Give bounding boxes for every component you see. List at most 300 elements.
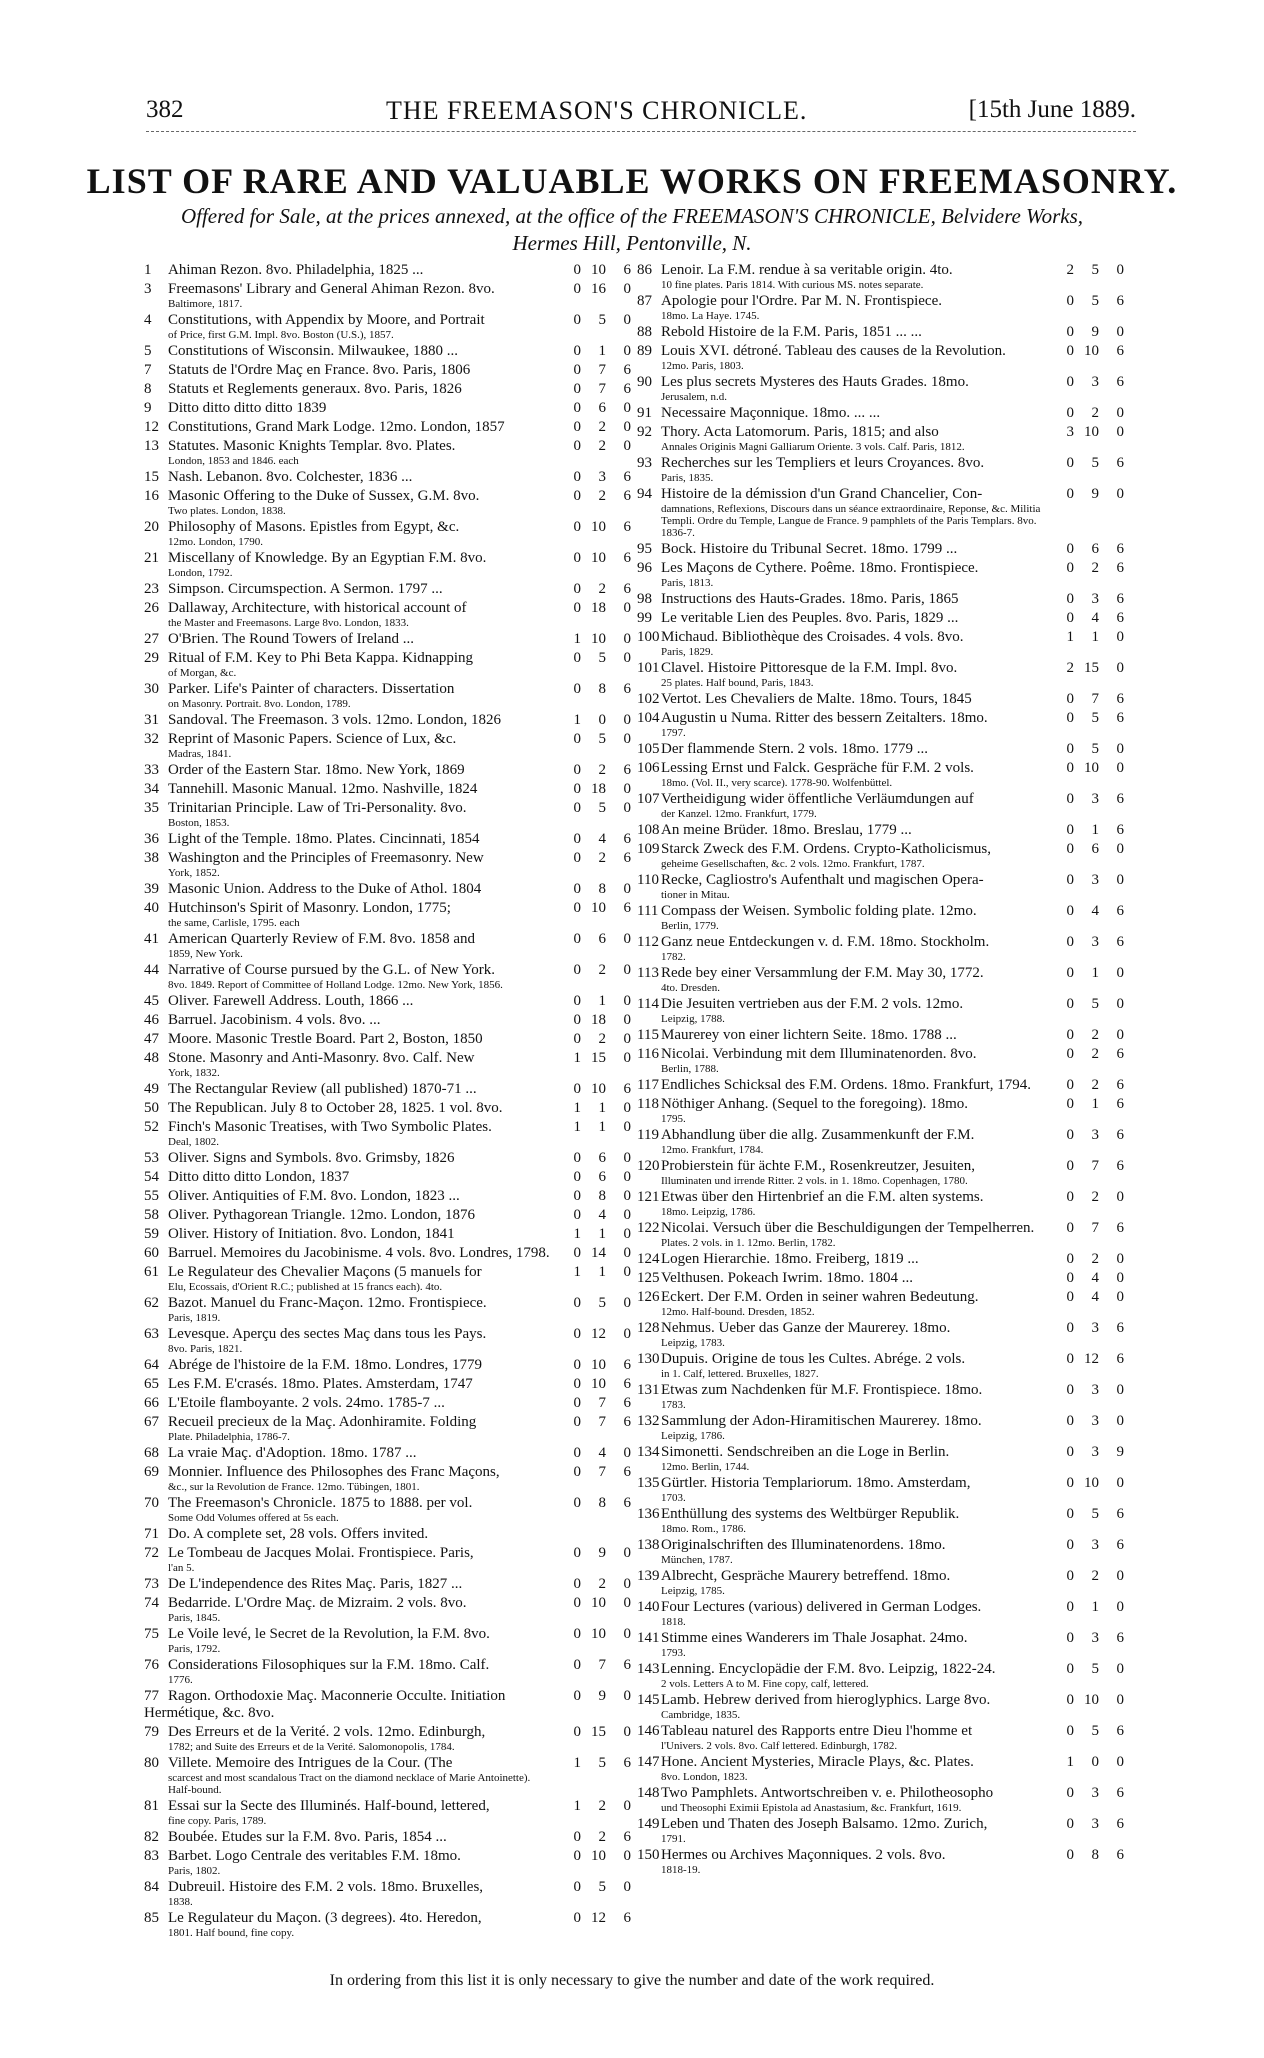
catalogue-entry (144, 631, 631, 648)
price-shillings: 7 (1091, 1158, 1099, 1174)
entry-number: 148 (637, 1785, 660, 1801)
entry-note: fine copy. Paris, 1789. (168, 1815, 267, 1827)
entry-number: 99 (637, 610, 652, 626)
price-pence: 6 (1116, 1077, 1124, 1093)
entry-price (561, 1545, 631, 1562)
entry-title: Des Erreurs et de la Verité. 2 vols. 12mo. Edinburgh, (168, 1724, 486, 1740)
catalogue-entry (144, 1688, 631, 1722)
entry-number: 77 (144, 1688, 159, 1704)
entry-price (561, 1688, 631, 1705)
catalogue-entry (144, 800, 631, 829)
entry-title: Ditto ditto ditto London, 1837 (168, 1169, 350, 1185)
price-shillings: 8 (598, 881, 606, 897)
entry-price (561, 1169, 631, 1186)
catalogue-entry (637, 872, 1124, 901)
entry-note: 1795. (661, 1113, 686, 1125)
catalogue-entry (144, 381, 631, 398)
price-pence: 6 (1116, 1537, 1124, 1553)
price-pounds: 0 (1066, 1320, 1074, 1336)
price-shillings: 3 (1091, 1537, 1099, 1553)
entry-number: 135 (637, 1475, 660, 1491)
entry-number: 58 (144, 1207, 159, 1223)
entry-title: De L'independence des Rites Maç. Paris, 1827 ... (168, 1576, 463, 1592)
entry-note: 1776. (168, 1674, 193, 1686)
price-pounds: 0 (573, 931, 581, 947)
entry-title: American Quarterly Review of F.M. 8vo. 1858 and (168, 931, 476, 947)
entry-number: 73 (144, 1576, 159, 1592)
entry-title: Ahiman Rezon. 8vo. Philadelphia, 1825 ... (168, 262, 424, 278)
entry-number: 39 (144, 881, 159, 897)
entry-price (561, 1245, 631, 1262)
catalogue-entry (637, 760, 1124, 789)
price-shillings: 5 (598, 650, 606, 666)
catalogue-entry (637, 660, 1124, 689)
entry-title: Eckert. Der F.M. Orden in seiner wahren Bedeutung. (661, 1289, 979, 1305)
entry-number: 47 (144, 1031, 159, 1047)
catalogue-entry (144, 1119, 631, 1148)
catalogue-entry (637, 591, 1124, 608)
entry-price (1054, 1413, 1124, 1430)
price-pence: 0 (623, 1295, 631, 1311)
entry-number: 85 (144, 1910, 159, 1926)
price-shillings: 2 (1091, 1568, 1099, 1584)
entry-number: 143 (637, 1661, 660, 1677)
entry-title: Logen Hierarchie. 18mo. Freiberg, 1819 ... (661, 1251, 919, 1267)
price-pounds: 0 (1066, 903, 1074, 919)
entry-title: Thory. Acta Latomorum. Paris, 1815; and also (661, 424, 939, 440)
entry-number: 141 (637, 1630, 660, 1646)
entry-number: 106 (637, 760, 660, 776)
entry-number: 116 (637, 1046, 659, 1062)
entry-number: 38 (144, 850, 159, 866)
price-pounds: 2 (1066, 262, 1074, 278)
catalogue-entry (144, 681, 631, 710)
catalogue-entry (637, 1413, 1124, 1442)
catalogue-entry (144, 1545, 631, 1574)
entry-title: Recherches sur les Templiers et leurs Croyances. 8vo. (661, 455, 985, 471)
entry-note: Illuminaten und irrende Ritter. 2 vols. in 1. 18mo. Copenhagen, 1780. (661, 1175, 968, 1187)
price-shillings: 1 (598, 1100, 606, 1116)
price-pence: 0 (623, 1031, 631, 1047)
entry-number: 108 (637, 822, 660, 838)
price-pounds: 0 (573, 1188, 581, 1204)
catalogue-entry (637, 1630, 1124, 1659)
price-pounds: 0 (1066, 1599, 1074, 1615)
price-shillings: 5 (1091, 293, 1099, 309)
entry-note: Leipzig, 1788. (661, 1013, 725, 1025)
entry-note: Leipzig, 1783. (661, 1337, 725, 1349)
catalogue-entry (144, 900, 631, 929)
entry-note: London, 1853 and 1846. each (168, 455, 299, 467)
price-pence: 6 (623, 850, 631, 866)
catalogue-entry (637, 1723, 1124, 1752)
entry-title: Les Maçons de Cythere. Poême. 18mo. Frontispiece. (661, 560, 979, 576)
catalogue-entry (144, 1264, 631, 1293)
entry-title: Clavel. Histoire Pittoresque de la F.M. Impl. 8vo. (661, 660, 958, 676)
entry-title: An meine Brüder. 18mo. Breslau, 1779 ... (661, 822, 912, 838)
entry-title: Nicolai. Verbindung mit dem Illuminatenorden. 8vo. (661, 1046, 977, 1062)
price-shillings: 3 (1091, 591, 1099, 607)
price-pounds: 0 (1066, 1413, 1074, 1429)
entry-note: Leipzig, 1786. (661, 1430, 725, 1442)
catalogue-entry (144, 731, 631, 760)
catalogue-entry (637, 1816, 1124, 1845)
catalogue-entry (144, 1724, 631, 1753)
entry-number: 131 (637, 1382, 660, 1398)
price-shillings: 2 (598, 762, 606, 778)
price-pence: 6 (1116, 1046, 1124, 1062)
catalogue-entry (637, 405, 1124, 422)
price-pence: 6 (1116, 1320, 1124, 1336)
price-pounds: 0 (1066, 1270, 1074, 1286)
entry-number: 81 (144, 1798, 159, 1814)
price-pounds: 0 (573, 438, 581, 454)
price-shillings: 1 (598, 1119, 606, 1135)
entry-price (561, 631, 631, 648)
entry-note: tioner in Mitau. (661, 889, 730, 901)
price-shillings: 7 (598, 381, 606, 397)
entry-number: 114 (637, 996, 659, 1012)
entry-price (1054, 1320, 1124, 1337)
entry-title: Le Tombeau de Jacques Molai. Frontispiece. Paris, (168, 1545, 474, 1561)
entry-title: Etwas zum Nachdenken für M.F. Frontispiece. 18mo. (661, 1382, 983, 1398)
entry-number: 8 (144, 381, 152, 397)
price-pence: 6 (623, 1357, 631, 1373)
entry-title: Two Pamphlets. Antwortschreiben v. e. Philotheosopho (661, 1785, 994, 1801)
price-pounds: 0 (1066, 1158, 1074, 1174)
entry-title: Nehmus. Ueber das Ganze der Maurerey. 18mo. (661, 1320, 951, 1336)
entry-title: Bock. Histoire du Tribunal Secret. 18mo. 1799 ... (661, 541, 958, 557)
price-pounds: 0 (1066, 343, 1074, 359)
entry-number: 16 (144, 488, 159, 504)
entry-price (561, 1445, 631, 1462)
price-pence: 0 (623, 1445, 631, 1461)
entry-number: 30 (144, 681, 159, 697)
price-pence: 0 (1116, 1027, 1124, 1043)
price-shillings: 3 (1091, 1785, 1099, 1801)
price-pounds: 0 (1066, 1723, 1074, 1739)
entry-price (561, 1414, 631, 1431)
entry-title: Le Voile levé, le Secret de la Revolution, la F.M. 8vo. (168, 1626, 490, 1642)
entry-price (1054, 343, 1124, 360)
price-pence: 6 (1116, 903, 1124, 919)
price-pounds: 0 (573, 1295, 581, 1311)
price-pence: 0 (623, 1264, 631, 1280)
entry-price (561, 550, 631, 567)
entry-title: Ragon. Orthodoxie Maç. Maconnerie Occulte. Initiation Hermétique, &c. 8vo. (144, 1688, 506, 1721)
price-shillings: 2 (598, 962, 606, 978)
price-pence: 6 (1116, 1723, 1124, 1739)
price-pence: 6 (1116, 1816, 1124, 1832)
price-pence: 0 (1116, 405, 1124, 421)
entry-price (561, 1295, 631, 1312)
entry-price (561, 1081, 631, 1098)
entry-note: 1793. (661, 1647, 686, 1659)
entry-price (561, 1910, 631, 1927)
entry-number: 53 (144, 1150, 159, 1166)
price-pounds: 0 (1066, 1189, 1074, 1205)
entry-number: 32 (144, 731, 159, 747)
price-shillings: 10 (1084, 1692, 1099, 1708)
entry-title: Abhandlung über die allg. Zusammenkunft der F.M. (661, 1127, 975, 1143)
catalogue-entry (637, 1692, 1124, 1721)
entry-title: Order of the Eastern Star. 18mo. New York, 1869 (168, 762, 465, 778)
price-shillings: 1 (598, 993, 606, 1009)
entry-title: Michaud. Bibliothèque des Croisades. 4 vols. 8vo. (661, 629, 964, 645)
entry-title: Tableau naturel des Rapports entre Dieu l'homme et (661, 1723, 973, 1739)
entry-note: 12mo. Berlin, 1744. (661, 1461, 750, 1473)
price-pounds: 0 (1066, 1382, 1074, 1398)
catalogue-entry (144, 1050, 631, 1079)
entry-price (561, 731, 631, 748)
catalogue-entry (144, 881, 631, 898)
entry-note: und Theosophi Eximii Epistola ad Anastasium, &c. Frankfurt, 1619. (661, 1802, 962, 1814)
entry-number: 70 (144, 1495, 159, 1511)
price-pence: 0 (623, 1626, 631, 1642)
entry-price (1054, 1444, 1124, 1461)
entry-title: Ditto ditto ditto ditto 1839 (168, 400, 327, 416)
entry-number: 9 (144, 400, 152, 416)
price-shillings: 3 (598, 469, 606, 485)
price-pounds: 0 (573, 1031, 581, 1047)
price-shillings: 10 (1084, 343, 1099, 359)
entry-number: 82 (144, 1829, 159, 1845)
catalogue-entry (144, 1169, 631, 1186)
price-pounds: 0 (573, 1724, 581, 1740)
price-shillings: 14 (591, 1245, 606, 1261)
entry-title: Oliver. History of Initiation. 8vo. London, 1841 (168, 1226, 455, 1242)
price-pence: 0 (623, 1207, 631, 1223)
price-pence: 0 (1116, 1568, 1124, 1584)
price-pence: 6 (1116, 610, 1124, 626)
price-pounds: 0 (1066, 760, 1074, 776)
price-shillings: 12 (591, 1910, 606, 1926)
entry-note: 12mo. Paris, 1803. (661, 360, 744, 372)
catalogue-entry (637, 343, 1124, 372)
entry-note: Boston, 1853. (168, 817, 230, 829)
catalogue-entry (144, 1207, 631, 1224)
price-pence: 0 (1116, 1251, 1124, 1267)
price-pence: 0 (1116, 1692, 1124, 1708)
price-pounds: 0 (1066, 841, 1074, 857)
price-shillings: 2 (598, 581, 606, 597)
catalogue-entry (637, 374, 1124, 403)
entry-price (561, 1050, 631, 1067)
price-pounds: 0 (1066, 791, 1074, 807)
catalogue-entry (637, 629, 1124, 658)
entry-title: Der flammende Stern. 2 vols. 18mo. 1779 ... (661, 741, 929, 757)
entry-title: Simpson. Circumspection. A Sermon. 1797 ... (168, 581, 443, 597)
entry-note: Leipzig, 1785. (661, 1585, 725, 1597)
price-pence: 6 (623, 362, 631, 378)
price-pence: 6 (1116, 822, 1124, 838)
price-shillings: 2 (1091, 560, 1099, 576)
entry-note: 1859, New York. (168, 948, 243, 960)
price-shillings: 4 (1091, 903, 1099, 919)
entry-number: 117 (637, 1077, 659, 1093)
price-pounds: 0 (573, 1357, 581, 1373)
entry-note: 2 vols. Letters A to M. Fine copy, calf, lettered. (661, 1678, 869, 1690)
entry-title: Dallaway, Architecture, with historical account of (168, 600, 467, 616)
price-shillings: 0 (598, 712, 606, 728)
entry-title: Philosophy of Masons. Epistles from Egypt, &c. (168, 519, 460, 535)
catalogue-entry (144, 962, 631, 991)
entry-price (1054, 1816, 1124, 1833)
price-shillings: 7 (1091, 691, 1099, 707)
price-shillings: 2 (598, 1829, 606, 1845)
price-pence: 0 (623, 1595, 631, 1611)
entry-note: Berlin, 1779. (661, 920, 719, 932)
entry-title: Nash. Lebanon. 8vo. Colchester, 1836 ... (168, 469, 413, 485)
price-shillings: 4 (1091, 1289, 1099, 1305)
entry-note: Berlin, 1788. (661, 1063, 719, 1075)
left-column (144, 262, 631, 1941)
price-pence: 0 (1116, 1289, 1124, 1305)
entry-note: Paris, 1819. (168, 1312, 221, 1324)
price-pounds: 0 (573, 419, 581, 435)
catalogue-entry (637, 1270, 1124, 1287)
entry-number: 145 (637, 1692, 660, 1708)
entry-note: Some Odd Volumes offered at 5s each. (168, 1512, 339, 1524)
price-pence: 0 (623, 1879, 631, 1895)
price-pence: 0 (1116, 629, 1124, 645)
entry-note: Baltimore, 1817. (168, 298, 243, 310)
entry-note: 18mo. Rom., 1786. (661, 1523, 746, 1535)
entry-note: Jerusalem, n.d. (661, 391, 727, 403)
entry-price (1054, 424, 1124, 441)
entry-title: Maurerey von einer lichtern Seite. 18mo. 1788 ... (661, 1027, 957, 1043)
price-shillings: 10 (1084, 1475, 1099, 1491)
catalogue-entry (144, 519, 631, 548)
price-pounds: 0 (573, 469, 581, 485)
price-pence: 6 (623, 581, 631, 597)
entry-price (1054, 1785, 1124, 1802)
entry-title: Vertot. Les Chevaliers de Malte. 18mo. Tours, 1845 (661, 691, 972, 707)
catalogue-entry (144, 1245, 631, 1262)
entry-price (561, 993, 631, 1010)
entry-number: 12 (144, 419, 159, 435)
entry-note: Plate. Philadelphia, 1786-7. (168, 1431, 290, 1443)
price-pence: 6 (623, 550, 631, 566)
price-shillings: 2 (598, 850, 606, 866)
entry-price (1054, 324, 1124, 341)
price-pence: 0 (623, 800, 631, 816)
entry-number: 35 (144, 800, 159, 816)
entry-number: 55 (144, 1188, 159, 1204)
entry-price (561, 1100, 631, 1117)
entry-note: 1838. (168, 1896, 193, 1908)
entry-number: 130 (637, 1351, 660, 1367)
catalogue-entry (144, 1031, 631, 1048)
entry-title: Necessaire Maçonnique. 18mo. ... ... (661, 405, 881, 421)
catalogue-entry (144, 762, 631, 779)
entry-note: 12mo. Half-bound. Dresden, 1852. (661, 1306, 815, 1318)
price-pounds: 0 (1066, 293, 1074, 309)
entry-price (1054, 1723, 1124, 1740)
entry-title: Velthusen. Pokeach Iwrim. 18mo. 1804 ... (661, 1270, 914, 1286)
price-pence: 0 (1116, 1754, 1124, 1770)
entry-number: 44 (144, 962, 159, 978)
price-pence: 6 (1116, 541, 1124, 557)
price-pounds: 0 (573, 1595, 581, 1611)
price-shillings: 6 (598, 400, 606, 416)
catalogue-entry (637, 1382, 1124, 1411)
price-pounds: 0 (1066, 455, 1074, 471)
price-pounds: 0 (1066, 1027, 1074, 1043)
entry-price (561, 1119, 631, 1136)
price-shillings: 4 (598, 831, 606, 847)
catalogue-entry (144, 712, 631, 729)
entry-number: 63 (144, 1326, 159, 1342)
entry-title: Trinitarian Principle. Law of Tri-Personality. 8vo. (168, 800, 467, 816)
entry-title: The Freemason's Chronicle. 1875 to 1888. per vol. (168, 1495, 473, 1511)
price-pounds: 0 (1066, 1506, 1074, 1522)
price-shillings: 10 (591, 1626, 606, 1642)
entry-note: 8vo. 1849. Report of Committee of Holland Lodge. 12mo. New York, 1856. (168, 979, 503, 991)
entry-number: 149 (637, 1816, 660, 1832)
price-pence: 0 (1116, 1382, 1124, 1398)
entry-title: Sammlung der Adon-Hiramitischen Maurerey. 18mo. (661, 1413, 982, 1429)
price-pounds: 1 (573, 1226, 581, 1242)
entry-price (1054, 822, 1124, 839)
catalogue-entry (144, 1910, 631, 1939)
entry-number: 125 (637, 1270, 660, 1286)
price-pence: 6 (623, 1081, 631, 1097)
entry-note: Madras, 1841. (168, 748, 232, 760)
entry-title: Lamb. Hebrew derived from hieroglyphics. Large 8vo. (661, 1692, 991, 1708)
price-pence: 0 (1116, 996, 1124, 1012)
price-shillings: 5 (1091, 262, 1099, 278)
price-shillings: 1 (598, 343, 606, 359)
entry-price (1054, 1270, 1124, 1287)
price-shillings: 1 (1091, 629, 1099, 645)
entry-number: 101 (637, 660, 660, 676)
catalogue-entry (144, 600, 631, 629)
price-pence: 6 (1116, 1096, 1124, 1112)
price-shillings: 2 (598, 488, 606, 504)
price-pence: 6 (1116, 591, 1124, 607)
price-pounds: 1 (1066, 1754, 1074, 1770)
price-shillings: 2 (598, 438, 606, 454)
catalogue-entry (144, 469, 631, 486)
entry-title: Tannehill. Masonic Manual. 12mo. Nashville, 1824 (168, 781, 478, 797)
entry-title: Moore. Masonic Trestle Board. Part 2, Boston, 1850 (168, 1031, 483, 1047)
entry-title: Augustin u Numa. Ritter des bessern Zeitalters. 18mo. (661, 710, 988, 726)
price-pounds: 0 (573, 993, 581, 1009)
entry-title: Oliver. Antiquities of F.M. 8vo. London, 1823 ... (168, 1188, 460, 1204)
price-pence: 0 (623, 1100, 631, 1116)
price-shillings: 4 (1091, 610, 1099, 626)
entry-number: 36 (144, 831, 159, 847)
entry-note: Paris, 1792. (168, 1643, 221, 1655)
entry-number: 126 (637, 1289, 660, 1305)
entry-price (1054, 1847, 1124, 1864)
price-shillings: 10 (1084, 424, 1099, 440)
price-pounds: 1 (573, 1119, 581, 1135)
price-pence: 0 (1116, 1270, 1124, 1286)
entry-title: Rebold Histoire de la F.M. Paris, 1851 ... ... (661, 324, 922, 340)
entry-number: 46 (144, 1012, 159, 1028)
price-pence: 0 (1116, 262, 1124, 278)
entry-number: 93 (637, 455, 652, 471)
entry-price (561, 1595, 631, 1612)
price-shillings: 4 (598, 1445, 606, 1461)
page-number: 382 (146, 96, 184, 123)
catalogue-entry (144, 488, 631, 517)
entry-title: Dupuis. Origine de tous les Cultes. Abrége. 2 vols. (661, 1351, 966, 1367)
price-pence: 0 (623, 931, 631, 947)
entry-number: 34 (144, 781, 159, 797)
